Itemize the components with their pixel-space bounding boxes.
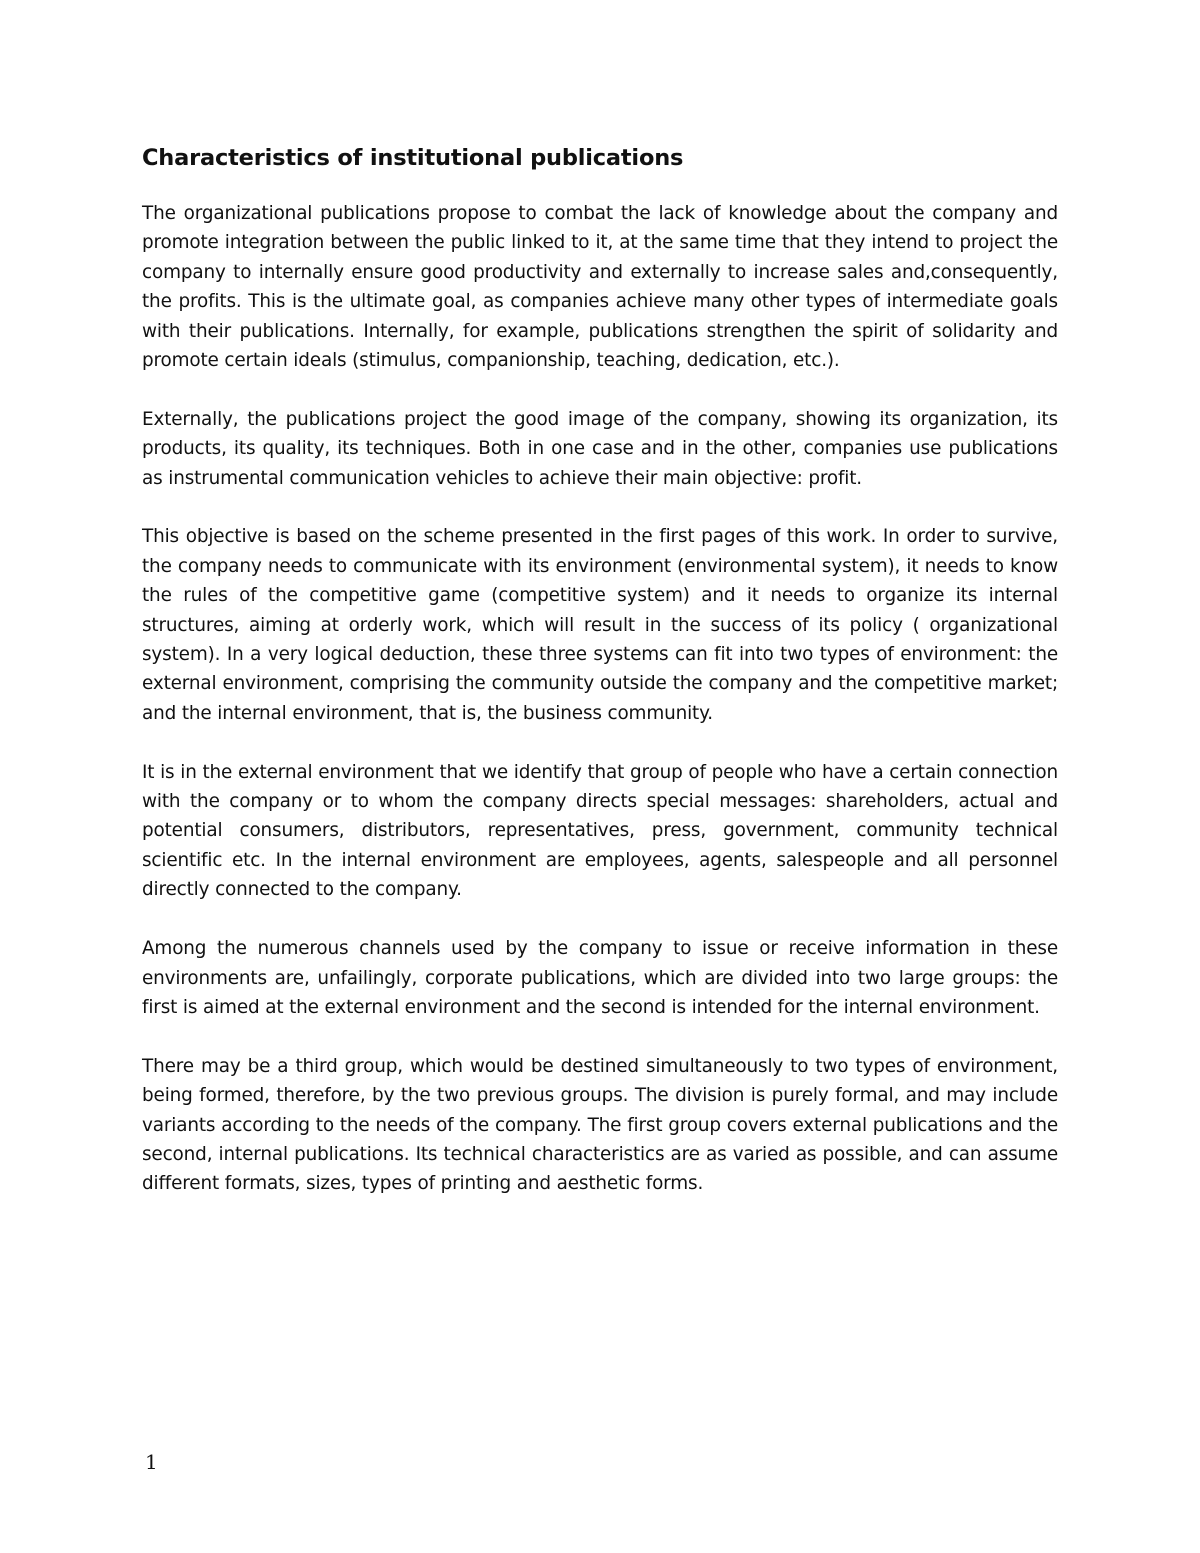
paragraph-2: Externally, the publications project the good image of the company, showing its organization, its products, its quality, its techniques. Both in one case and in the other, companies use publications as instrumental communication vehicles to achieve their main objective: profit. [142, 408, 1058, 489]
paragraph-5: Among the numerous channels used by the company to issue or receive information in these environments are, unfailingly, corporate publications, which are divided into two large groups: the first is aimed at the external environment and the second is intended for the internal environment. [142, 938, 1058, 1018]
document-title: Characteristics of institutional publications [142, 145, 684, 171]
page-number: 1 [145, 1450, 158, 1474]
document-body [142, 138, 1058, 1228]
paragraph-1: The organizational publications propose to combat the lack of knowledge about the company and promote integration between the public linked to it, at the same time that they intend to project the company to internally ensure good productivity and externally to increase sales and,consequently, the profits. This is the ultimate goal, as companies achieve many other types of intermediate goals with their publications. Internally, for example, publications strengthen the spirit of solidarity and promote certain ideals (stimulus, companionship, teaching, dedication, etc.). [142, 203, 1058, 372]
paragraph-6: There may be a third group, which would be destined simultaneously to two types of environment, being formed, therefore, by the two previous groups. The division is purely formal, and may include variants according to the needs of the company. The first group covers external publications and the second, internal publications. Its technical characteristics are as varied as possible, and can assume different formats, sizes, types of printing and aesthetic forms. [142, 1055, 1058, 1195]
paragraph-4: It is in the external environment that we identify that group of people who have a certain connection with the company or to whom the company directs special messages: shareholders, actual and potential consumers, distributors, representatives, press, government, community technical scientific etc. In the internal environment are employees, agents, salespeople and all personnel directly connected to the company. [142, 761, 1058, 901]
paragraph-3: This objective is based on the scheme presented in the first pages of this work. In order to survive, the company needs to communicate with its environment (environmental system), it needs to know the rules of the competitive game (competitive system) and it needs to organize its internal structures, aiming at orderly work, which will result in the success of its policy ( organizational system). In a very logical deduction, these three systems can fit into two types of environment: the external environment, comprising the community outside the company and the competitive market; and the internal environment, that is, the business community. [142, 526, 1058, 724]
